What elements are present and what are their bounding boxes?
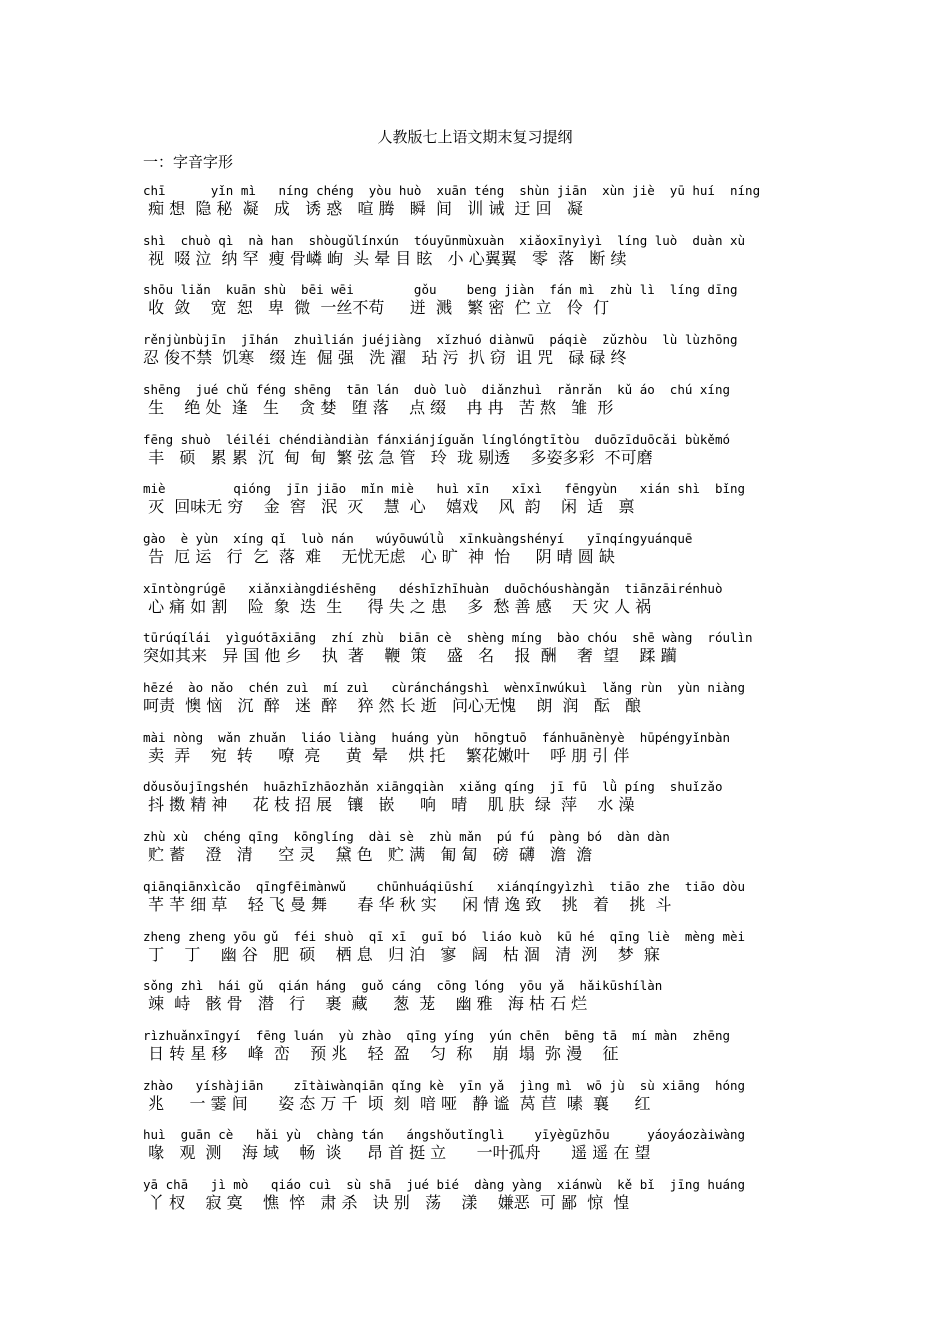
vocab-row (143, 1078, 823, 1118)
document-title: 人教版七上语文期末复习提纲 (377, 128, 573, 146)
vocab-row (143, 1028, 823, 1068)
section-heading: 一：字音字形 (143, 153, 234, 171)
pinyin-line: huì guān cè hǎi yù chàng tán ángshǒutǐnglì yīyègūzhōu yáoyáozàiwàng (143, 1127, 746, 1143)
hanzi-line: 忍 俊不禁 饥寒 缀 连 倔 强 洗 濯 玷 污 扒 窃 诅 咒 碌 碌 终 (143, 348, 627, 368)
vocab-row (143, 382, 823, 422)
hanzi-line: 生 绝 处 逢 生 贪 婪 堕 落 点 缀 冉 冉 苦 熬 雏 形 (143, 397, 614, 417)
pinyin-line: fēng shuò léiléi chéndiàndiàn fánxiánjíguǎn línglóngtītòu duōzīduōcǎi bùkěmó (143, 431, 730, 447)
hanzi-line: 丫 杈 寂 寞 憔 悴 肃 杀 诀 别 荡 漾 嫌恶 可 鄙 惊 惶 (143, 1193, 630, 1212)
hanzi-line: 灭 回味无 穷 金 窖 泯 灭 慧 心 嬉戏 风 韵 闲 适 禀 (143, 497, 635, 517)
vocab-row (143, 1177, 823, 1217)
hanzi-line: 芊 芊 细 草 轻 飞 曼 舞 春 华 秋 实 闲 情 逸 致 挑 着 挑 斗 (143, 894, 672, 914)
pinyin-line: chī yǐn mì níng chéng yòu huò xuān téng shùn jiān xùn jiè yū huí níng (143, 183, 761, 198)
hanzi-line: 痴 想 隐 秘 凝 成 诱 惑 喧 腾 瞬 间 训 诫 迂 回 凝 (143, 199, 583, 218)
hanzi-line: 视 啜 泣 纳 罕 瘦 骨嶙 峋 头 晕 目 眩 小 心翼翼 零 落 断 续 (143, 248, 627, 268)
pinyin-line: zhào yíshàjiān zītàiwànqiān qǐng kè yīn yǎ jìng mì wō jù sù xiāng hóng (143, 1077, 746, 1093)
pinyin-line: sǒng zhì hái gǔ qián háng guǒ cáng cōng lóng yōu yǎ hǎikūshílàn (143, 978, 663, 994)
pinyin-line: shì chuò qì nà han shòugǔlínxún tóuyūnmùxuàn xiǎoxīnyìyì líng luò duàn xù (143, 232, 746, 248)
pinyin-line: mài nòng wǎn zhuǎn liáo liàng huáng yùn hōngtuō fánhuānènyè hūpéngyǐnbàn (143, 729, 730, 745)
hanzi-line: 日 转 星 移 峰 峦 预 兆 轻 盈 匀 称 崩 塌 弥 漫 征 (143, 1043, 619, 1063)
pinyin-line: zheng zheng yōu gǔ féi shuò qī xī guī bó liáo kuò kū hé qīng liè mèng mèi (143, 928, 746, 944)
hanzi-line: 呵责 懊 恼 沉 醉 迷 醉 猝 然 长 逝 问心无愧 朗 润 酝 酿 (143, 696, 642, 715)
hanzi-line: 竦 峙 骸 骨 潜 行 裹 藏 葱 茏 幽 雅 海 枯 石 烂 (143, 994, 588, 1014)
vocab-row (143, 531, 823, 571)
vocab-row (143, 680, 823, 720)
pinyin-line: xīntòngrúgē xiǎnxiàngdiéshēng déshīzhīhuàn duōchóushàngǎn tiānzāirénhuò (143, 580, 723, 596)
vocab-row (143, 332, 823, 372)
pinyin-line: shōu liǎn kuān shù bēi wēi gǒu beng jiàn fán mì zhù lì líng dīng (143, 282, 738, 298)
vocab-row (143, 879, 823, 919)
pinyin-line: rěnjùnbùjīn jīhán zhuìlián juéjiàng xǐzhuó diànwū páqiè zǔzhòu lù lùzhōng (143, 332, 738, 348)
pinyin-line: tūrúqílái yìguótāxiāng zhí zhù biān cè shèng míng bào chóu shē wàng róulìn (143, 630, 753, 646)
pinyin-line: rìzhuǎnxīngyí fēng luán yù zhào qīng yíng yún chēn bēng tā mí màn zhēng (143, 1027, 730, 1043)
vocab-row (143, 779, 823, 819)
hanzi-line: 贮 蓄 澄 清 空 灵 黛 色 贮 满 匍 匐 磅 礴 澹 澹 (143, 845, 593, 865)
vocab-row (143, 432, 823, 472)
vocab-row (143, 829, 823, 869)
vocab-row (143, 630, 823, 670)
vocab-row (143, 929, 823, 969)
hanzi-line: 兆 一 霎 间 姿 态 万 千 顷 刻 喑 哑 静 谧 莴 苣 嗉 襄 红 (143, 1093, 651, 1113)
hanzi-line: 心 痛 如 割 险 象 迭 生 得 失 之 患 多 愁 善 感 天 灾 人 祸 (143, 596, 652, 616)
vocab-row (143, 481, 823, 521)
vocab-row (143, 581, 823, 621)
hanzi-line: 卖 弄 宛 转 嘹 亮 黄 晕 烘 托 繁花嫩叶 呼 朋 引 伴 (143, 745, 630, 765)
hanzi-line: 丁 丁 幽 谷 肥 硕 栖 息 归 泊 寥 阔 枯 涸 清 洌 梦 寐 (143, 944, 660, 964)
pinyin-line: zhù xù chéng qīng kōnglíng dài sè zhù mǎn pú fú pàng bó dàn dàn (143, 829, 670, 845)
pinyin-line: qiānqiānxìcǎo qīngfēimànwǔ chūnhuáqiūshí xiánqíngyìzhì tiāo zhe tiāo dòu (143, 878, 746, 894)
hanzi-line: 突如其来 异 国 他 乡 执 著 鞭 策 盛 名 报 酬 奢 望 蹂 躏 (143, 646, 677, 666)
hanzi-line: 告 厄 运 行 乞 落 难 无忧无虑 心 旷 神 怡 阴 晴 圆 缺 (143, 546, 615, 566)
pinyin-line: dǒusǒujīngshén huāzhīzhāozhǎn xiāngqiàn xiǎng qíng jī fū lǜ píng shuǐzǎo (143, 779, 723, 795)
vocab-row (143, 730, 823, 770)
hanzi-line: 丰 硕 累 累 沉 甸 甸 繁 弦 急 管 玲 珑 剔透 多姿多彩 不可磨 (143, 447, 653, 467)
vocab-row (143, 233, 823, 273)
vocab-row (143, 1127, 823, 1167)
vocab-row (143, 282, 823, 322)
hanzi-line: 抖 擞 精 神 花 枝 招 展 镶 嵌 响 晴 肌 肤 绿 萍 水 澡 (143, 795, 635, 815)
pinyin-line: miè qióng jīn jiāo mǐn miè huì xīn xīxì fēngyùn xián shì bǐng (143, 481, 746, 497)
vocab-row (143, 978, 823, 1018)
pinyin-line: hēzé ào nǎo chén zuì mí zuì cùránchángshì wènxīnwúkuì lǎng rùn yùn niàng (143, 680, 746, 695)
pinyin-line: yā chā jì mò qiáo cuì sù shā jué bié dàng yàng xiánwù kě bǐ jīng huáng (143, 1177, 746, 1192)
vocab-row (143, 183, 823, 223)
hanzi-line: 喙 观 测 海 域 畅 谈 昂 首 挺 立 一叶孤舟 遥 遥 在 望 (143, 1143, 651, 1163)
hanzi-line: 收 敛 宽 恕 卑 微 一丝不苟 迸 溅 繁 密 伫 立 伶 仃 (143, 298, 610, 318)
pinyin-line: shēng jué chǔ féng shēng tān lán duò luò diǎnzhuì rǎnrǎn kǔ áo chú xíng (143, 381, 730, 397)
pinyin-line: gào è yùn xíng qǐ luò nán wúyōuwúlǜ xīnkuàngshényí yīnqíngyuánquē (143, 530, 693, 546)
